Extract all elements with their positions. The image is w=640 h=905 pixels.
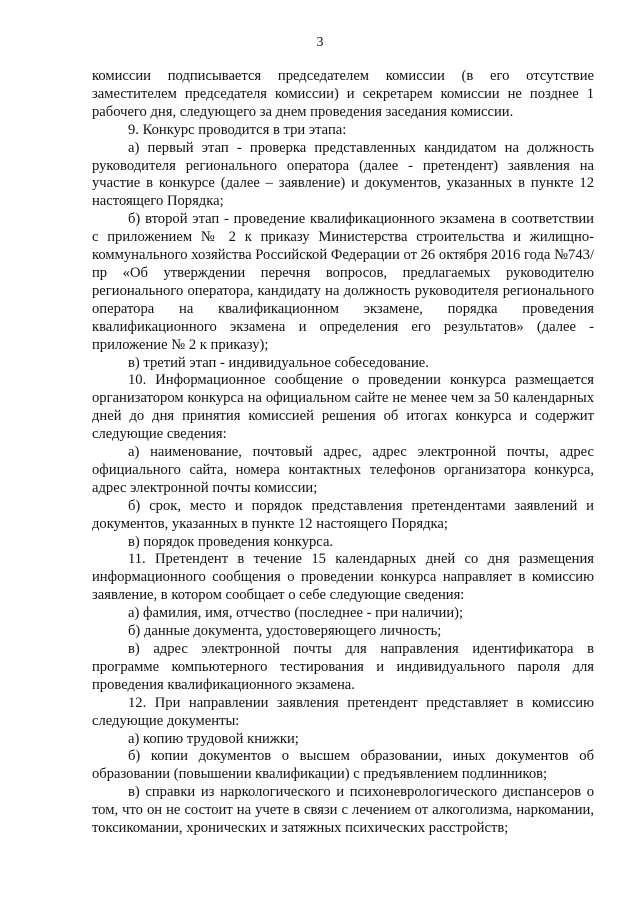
paragraph-12-documents: 12. При направлении заявления претендент представляет в комиссию следующие документы: (92, 694, 594, 729)
paragraph-12b-education: б) копии документов о высшем образовании, иных документов об образовании (повышении квалификации) с предъявлением подлинников; (92, 748, 594, 783)
paragraph-9c-third-stage: в) третий этап - индивидуальное собеседование. (128, 354, 429, 371)
paragraph-9a-first-stage: а) первый этап - проверка представленных кандидатом на должность руководителя регионального оператора (далее - претендент) заявления на участие в конкурсе (далее – заявление) и документов, указанных в пункте 12 настоящего Порядка; (92, 139, 594, 210)
paragraph-11a-name: а) фамилия, имя, отчество (последнее - при наличии); (128, 605, 464, 622)
document-body (92, 68, 594, 838)
paragraph-12a-work-record: а) копию трудовой книжки; (128, 730, 299, 747)
page-number: 3 (316, 35, 324, 50)
paragraph-11c-email: в) адрес электронной почты для направления идентификатора в программе компьютерного тестирования и индивидуального пароля для проведения квалификационного экзамена. (92, 641, 594, 693)
paragraph-9-stages: 9. Конкурс проводится в три этапа: (128, 121, 347, 138)
paragraph-10c-procedure: в) порядок проведения конкурса. (128, 533, 334, 550)
paragraph-10b-terms: б) срок, место и порядок представления претендентами заявлений и документов, указанных в пункте 12 настоящего Порядка; (92, 497, 594, 532)
paragraph-9b-second-stage: б) второй этап - проведение квалификационного экзамена в соответствии с приложением № 2 к приказу Министерства строительства и жилищно-коммунального хозяйства Российской Федерации от 26 октября 2016 года №743/пр «Об утверждении перечня вопросов, предлагаемых руководителю регионального оператора, кандидату на должность руководителя регионального оператора на квалификационном экзамене, порядка проведения квалификационного экзамена и определения его результатов» (далее - приложение № 2 к приказу); (92, 211, 594, 353)
paragraph-11-application: 11. Претендент в течение 15 календарных дней со дня размещения информационного сообщения о проведении конкурса направляет в комиссию заявление, в котором сообщает о себе следующие сведения: (92, 551, 594, 604)
paragraph-10-announcement: 10. Информационное сообщение о проведении конкурса размещается организатором конкурса на официальном сайте не менее чем за 50 календарных дней до дня принятия комиссией решения об итогах конкурса и содержит следующие сведения: (92, 372, 594, 443)
paragraph-12c-certificates: в) справки из наркологического и психоневрологического диспансеров о том, что он не состоит на учете в связи с лечением от алкоголизма, наркомании, токсикомании, хронических и затяжных психических расстройств; (92, 784, 594, 837)
paragraph-11b-id-document: б) данные документа, удостоверяющего личность; (128, 623, 442, 640)
paragraph-commission-protocol: комиссии подписывается председателем комиссии (в его отсутствие заместителем председателя комиссии) и секретарем комиссии не позднее 1 рабочего дня, следующего за днем проведения заседания комиссии. (92, 68, 594, 120)
paragraph-10a-contacts: а) наименование, почтовый адрес, адрес электронной почты, адрес официального сайта, номера контактных телефонов организатора конкурса, адрес электронной почты комиссии; (92, 444, 594, 496)
